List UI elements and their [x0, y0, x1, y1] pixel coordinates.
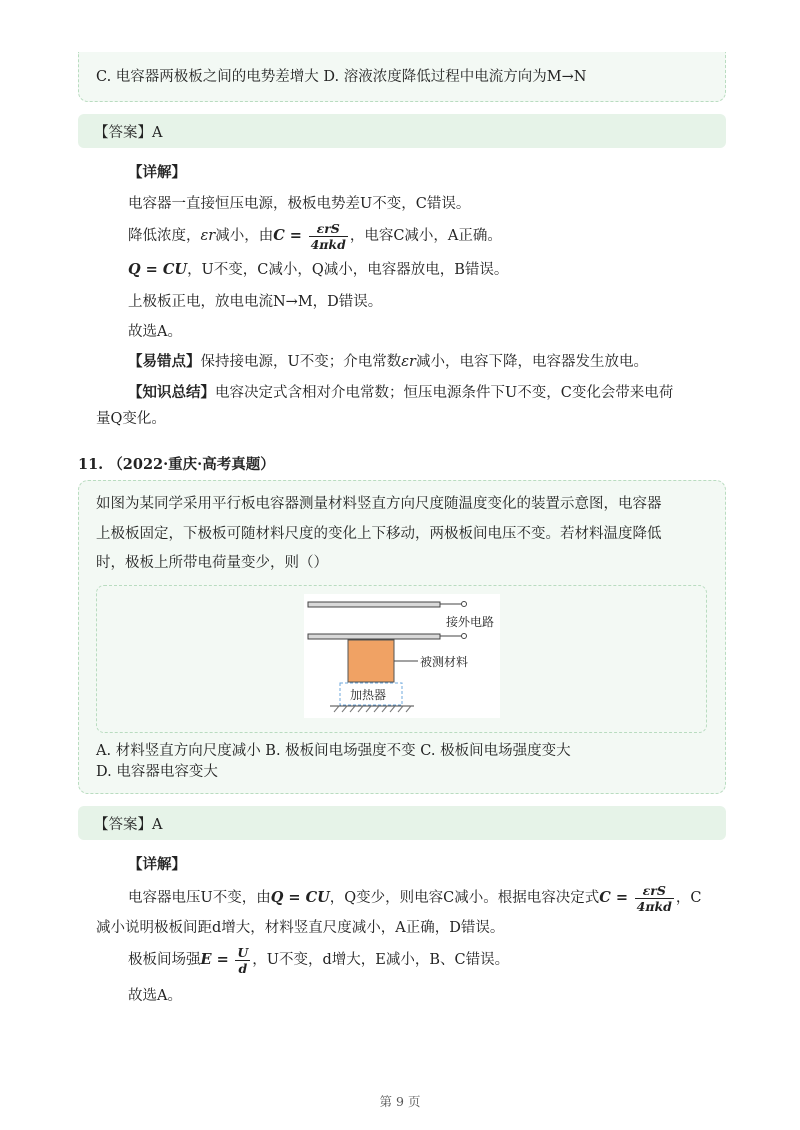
- label-material: 被测材料: [420, 655, 469, 669]
- detail-line-1: 电容器电压U不变，由Q = CU，Q变少，则电容C减小。根据电容决定式C = $\frac{\text{εrS}}{\text{4πkd}}$ ，C: [128, 882, 702, 914]
- prev-detail-4: 上极板正电，放电电流N→M，D错误。: [128, 294, 383, 310]
- question-stem-3: 时，极板上所带电荷量变少，则（）: [96, 555, 328, 571]
- prev-detail-1: 电容器一直接恒压电源，极板电势差U不变，C错误。: [128, 196, 471, 212]
- detail-line-2: 减小说明极板间距d增大，材料竖直尺度减小，A正确，D错误。: [96, 920, 505, 936]
- answer-bar: [78, 806, 726, 840]
- prev-detail-title: 【详解】: [128, 164, 186, 181]
- label-circuit: 接外电路: [446, 615, 495, 629]
- prev-answer-bar: [78, 114, 726, 148]
- question-stem-1: 如图为某同学采用平行板电容器测量材料竖直方向尺度随温度变化的装置示意图，电容器: [96, 496, 662, 512]
- prev-options-line: C. 电容器两极板之间的电势差增大 D. 溶液浓度降低过程中电流方向为M→N: [96, 69, 587, 85]
- field-fraction: $\frac{U}{d}$: [237, 944, 249, 976]
- prev-summary-line2: 量Q变化。: [96, 411, 166, 427]
- upper-plate: [308, 602, 440, 607]
- prev-detail-5: 故选A。: [128, 324, 182, 340]
- capacitor-figure: [304, 594, 500, 718]
- prev-detail-3: Q = CU，U不变，C减小，Q减小，电容器放电，B错误。: [128, 261, 509, 278]
- prev-detail-2: 降低浓度，εr减小，由C = $\frac{\text{εrS}}{\text{4πkd}}$ ，电容C减小，A正确。: [128, 220, 502, 252]
- answer: 【答案】A: [94, 817, 163, 833]
- question-stem-2: 上极板固定，下极板可随材料尺度的变化上下移动，两极板间电压不变。若材料温度降低: [96, 526, 662, 542]
- option-line-1: A. 材料竖直方向尺度减小 B. 极板间电场强度不变 C. 极板间电场强度变大: [96, 743, 571, 759]
- lower-plate: [308, 634, 440, 639]
- option-line-2: D. 电容器电容变大: [96, 764, 218, 780]
- detail-title: 【详解】: [128, 856, 186, 873]
- prev-answer: 【答案】A: [94, 125, 163, 141]
- detail-line-3: 极板间场强E = $\frac{U}{d}$ ，U不变，d增大，E减小，B、C错误。: [128, 944, 510, 976]
- material-block: [348, 640, 394, 682]
- question-header: 11. （2022·重庆·高考真题）: [78, 456, 275, 473]
- label-heater: 加热器: [350, 688, 387, 702]
- capacitance-fraction-2: $\frac{\text{εrS}}{\text{4πkd}}$: [636, 882, 672, 914]
- prev-error-point: 【易错点】保持接电源，U不变；介电常数εr减小，电容下降，电容器发生放电。: [128, 353, 648, 370]
- capacitance-fraction: $\frac{\text{εrS}}{\text{4πkd}}$: [310, 220, 346, 252]
- detail-line-4: 故选A。: [128, 988, 182, 1004]
- prev-summary-line1: 【知识总结】电容决定式含相对介电常数；恒压电源条件下U不变，C变化会带来电荷: [128, 384, 674, 401]
- page-number: 第 9 页: [379, 1094, 421, 1109]
